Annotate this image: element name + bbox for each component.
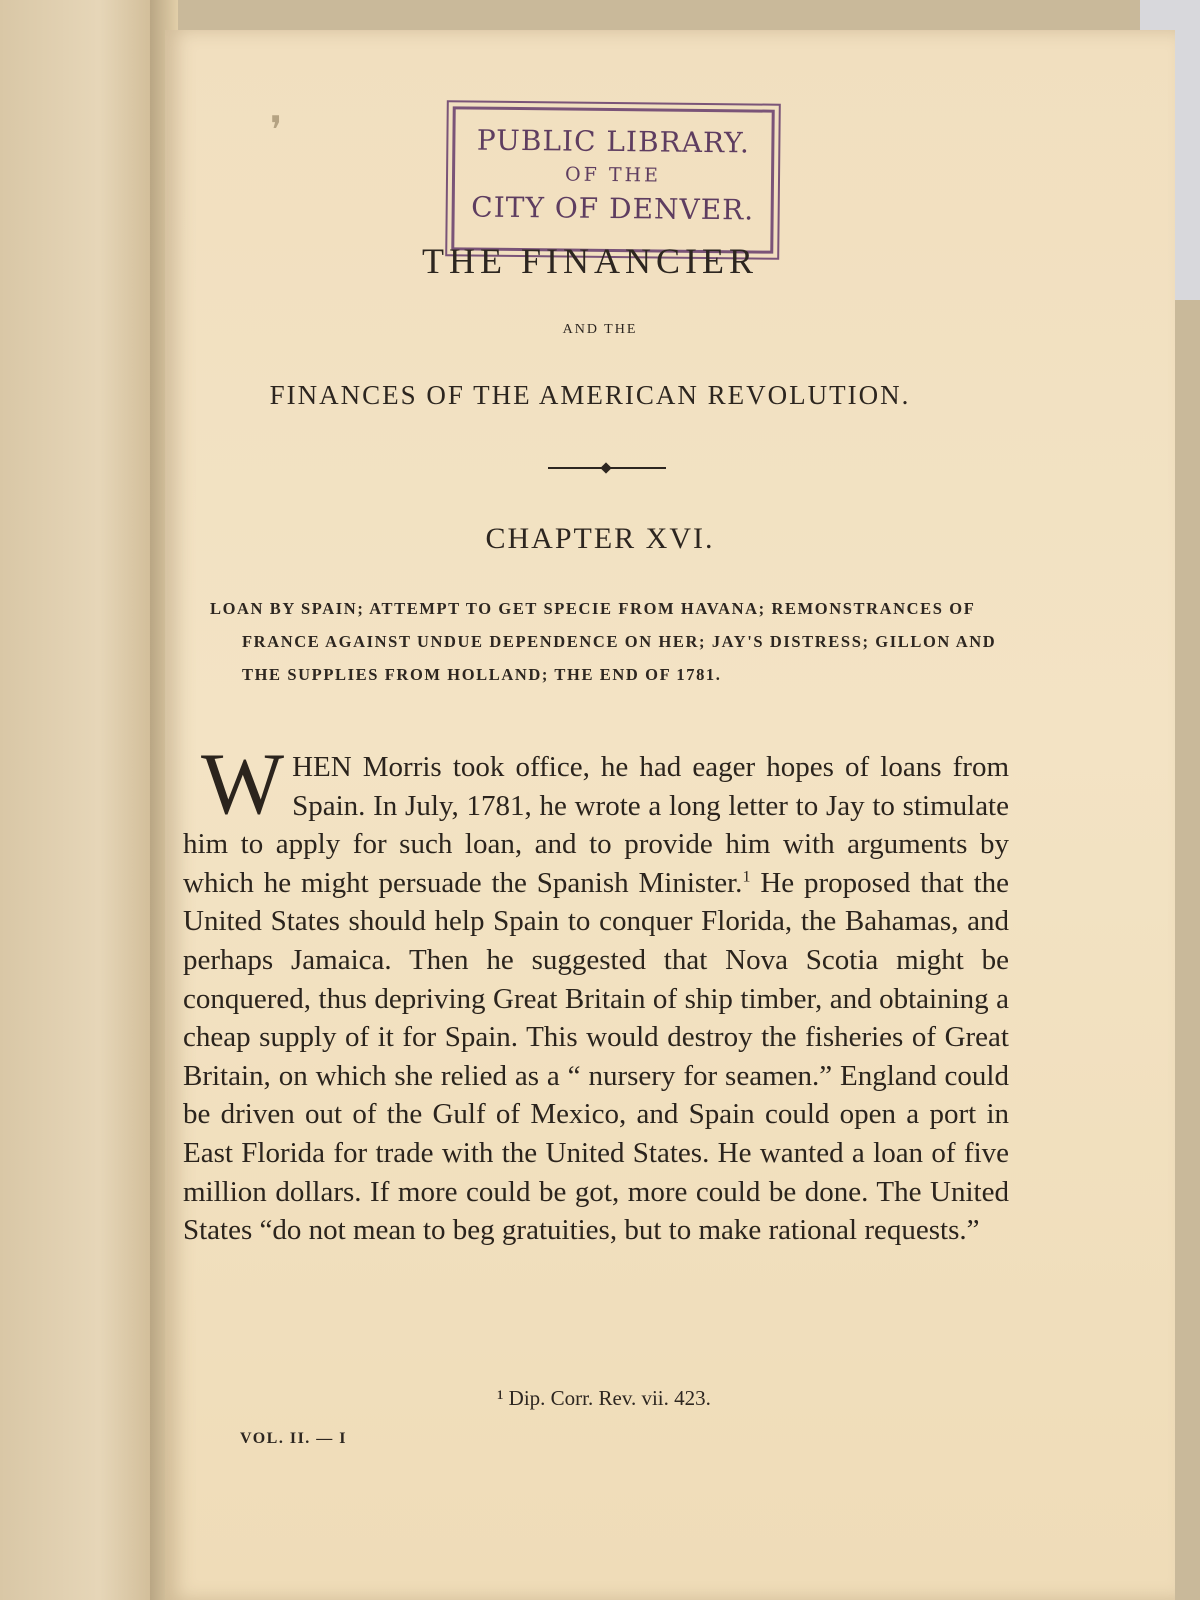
book-subtitle: FINANCES OF THE AMERICAN REVOLUTION.: [269, 380, 911, 410]
volume-signature: VOL. II. — I: [240, 1430, 348, 1447]
footnote: ¹ Dip. Corr. Rev. vii. 423.: [497, 1386, 711, 1410]
body-paragraph: [183, 736, 1009, 1250]
library-stamp: [451, 106, 774, 253]
page-smudge-mark: ❜: [270, 110, 283, 152]
body-text-part-2: He proposed that the United States should help Spain to conquer Florida, the Bahamas, and perhaps Jamaica. Then he suggested that Nova Scotia might be conquered, thus depriving Great Britain of ship timber, and obtaining a cheap supply of it for Spain. This would destroy the fisheries of Great Britain, on which she relied as a “ nursery for seamen.” England could be driven out of the Gulf of Mexico, and Spain could open a port in East Florida for trade with the United States. He wanted a loan of five million dollars. If more could be got, more could be done. The United States “do not mean to beg gratuities, but to make rational requests.”: [183, 866, 1009, 1247]
stamp-line-3: CITY OF DENVER.: [471, 190, 755, 227]
body-text-part-1: HEN Morris took office, he had eager hopes of loans from Spain. In July, 1781, he wrote a long letter to Jay to stimulate him to apply for such loan, and to provide him with arguments by which he might persuade the Spanish Minister.: [183, 751, 1009, 899]
chapter-synopsis: LOAN BY SPAIN; ATTEMPT TO GET SPECIE FROM HAVANA; REMONSTRANCES OF FRANCE AGAINST UNDUE DEPENDENCE ON HER; JAY'S DISTRESS; GILLON AND THE SUPPLIES FROM HOLLAND; THE END OF 1781.: [210, 599, 997, 684]
book-title: THE FINANCIER: [422, 241, 758, 281]
stamp-line-1: PUBLIC LIBRARY.: [476, 123, 751, 160]
title-connector: AND THE: [562, 322, 638, 337]
footnote-reference[interactable]: 1: [742, 868, 751, 886]
chapter-heading: CHAPTER XVI.: [485, 522, 715, 555]
stamp-line-2: OF THE: [564, 163, 662, 187]
drop-cap: W: [201, 736, 285, 833]
